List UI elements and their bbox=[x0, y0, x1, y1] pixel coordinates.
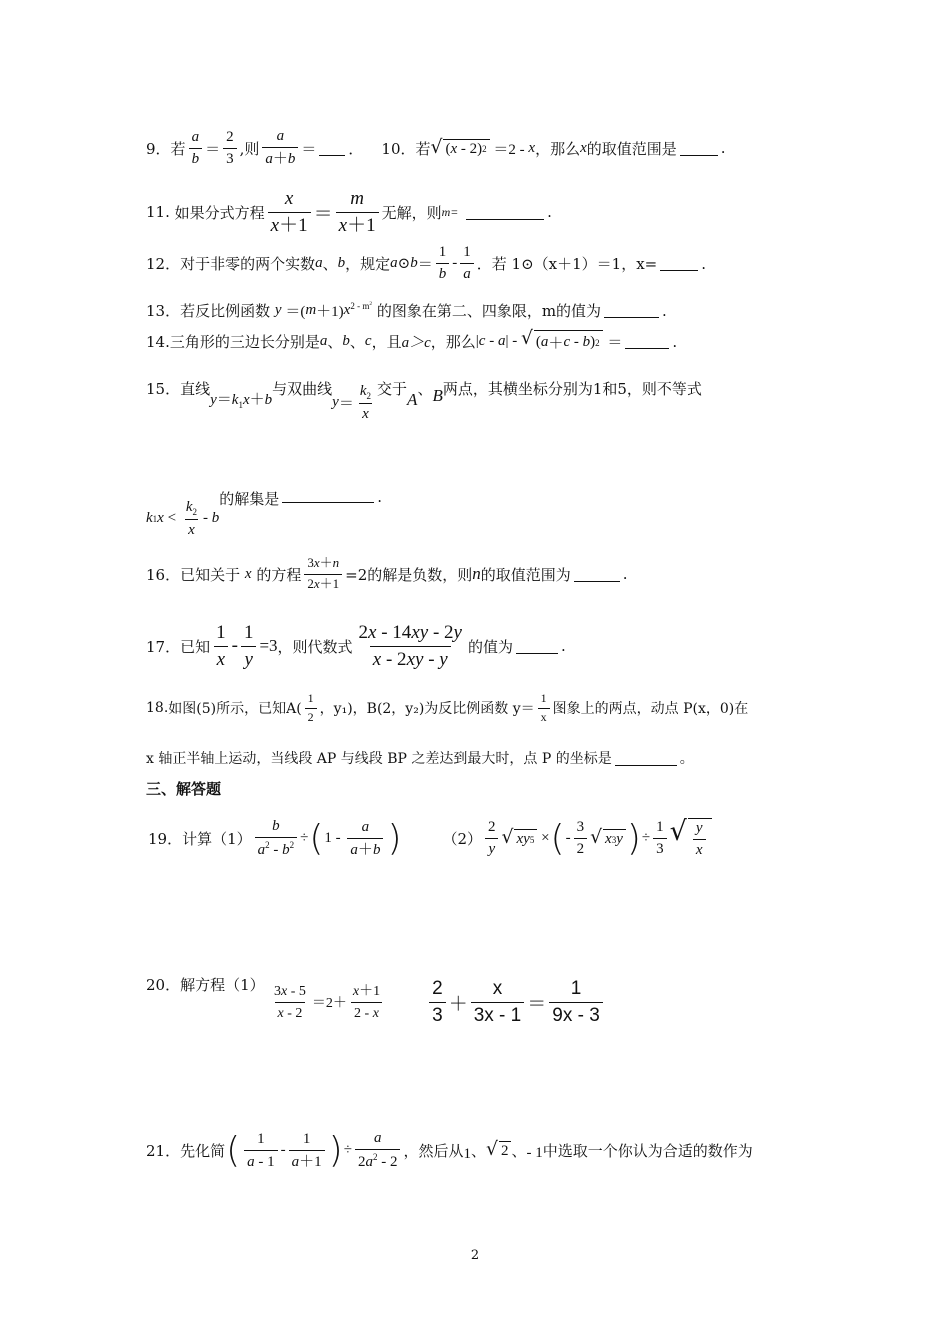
fraction-3x-plus-n-over-2x-plus-1: $\frac{3x+n}{2x+1}$ bbox=[304, 556, 342, 593]
sqrt-expression: √ ( x - 2) 2 bbox=[431, 139, 490, 158]
question-18-line-2: x 轴正半轴上运动，当线段 AP 与线段 BP 之差达到最大时，点 P 的坐标是 。 bbox=[146, 751, 694, 767]
fraction-k2-over-x: $\frac{k_2}{x}$ bbox=[359, 383, 372, 423]
fraction-2-over-3: $\frac{2}{3}$ bbox=[429, 978, 446, 1027]
question-14: 14. 三角形的三边长分别是 a 、 b 、 c ，且 a＞c ，那么 | c - a | - √ ( a ＋ c - b ) 2 ＝ . bbox=[146, 328, 678, 352]
sqrt-expression: √ x 3 y bbox=[590, 829, 626, 848]
section-heading: 三、解答题 bbox=[146, 780, 222, 798]
question-20-equations: $\frac{3x - 5}{x - 2}$ ＝2＋ $\frac{x+1}{2 - x}$ $\frac{2}{3}$ ＋ $\frac{x}{3x - 1}$ ＝ $\frac{1}{9x - 3}$ bbox=[268, 978, 606, 1027]
fraction-1-over-a-minus-1: $\frac{1}{a - 1}$ bbox=[244, 1131, 278, 1172]
fraction-x-over-3x-minus-1: $\frac{x}{3x - 1}$ bbox=[471, 978, 525, 1027]
answer-blank[interactable] bbox=[625, 334, 669, 349]
fraction-1-over-b: $\frac{1}{b}$ bbox=[436, 244, 450, 284]
answer-blank[interactable] bbox=[680, 141, 718, 156]
question-9-10: 9． 若 $\frac{a}{b}$ ＝ $\frac{2}{3}$ ,则 $\frac{a}{a+b}$ ＝ ． 10． 若 √ ( x - 2) 2 ＝2 - x ，那么 x 的取值范围是 . bbox=[146, 128, 726, 168]
answer-blank[interactable] bbox=[660, 256, 698, 271]
question-12: 12． 对于非零的两个实数 a 、 b ，规定 a ⊙ b ＝ $\frac{1}{b}$ - $\frac{1}{a}$ ．若 1⊙（x＋1）＝1，x= . bbox=[146, 244, 706, 283]
fraction-3x-minus-5-over-x-minus-2: $\frac{3x - 5}{x - 2}$ bbox=[274, 983, 306, 1021]
question-11: 11. 如果分式方程 $\frac{x}{x+1}$ ＝ $\frac{m}{x+1}$ 无解，则 m= . bbox=[146, 188, 552, 236]
answer-blank[interactable] bbox=[604, 303, 659, 318]
fraction-1-over-a: $\frac{1}{a}$ bbox=[460, 244, 474, 284]
fraction-algebraic-expression: $\frac{2x - 14xy - 2y}{x - 2xy - y}$ bbox=[358, 622, 462, 670]
fraction-b-over-a2-minus-b2: $\frac{b}{a^2 - b^2}$ bbox=[255, 818, 298, 860]
fraction-m-over-x-plus-1: $\frac{m}{x+1}$ bbox=[336, 188, 379, 237]
sqrt-expression: √ xy 5 bbox=[502, 829, 538, 848]
sqrt-expression: √ ( a ＋ c - b ) 2 bbox=[521, 330, 603, 353]
answer-blank[interactable] bbox=[319, 141, 345, 156]
fraction-1-over-x: $\frac{1}{x}$ bbox=[213, 622, 229, 671]
fraction-a-over-a-plus-b: $\frac{a}{a+b}$ bbox=[262, 128, 298, 169]
sqrt-expression: √ $\frac{y}{x}$ bbox=[670, 818, 712, 860]
fraction-1-over-y: $\frac{1}{y}$ bbox=[241, 622, 257, 671]
question-20: 20． 解方程（1） bbox=[146, 976, 265, 994]
question-18: 18. 如图(5)所示，已知A( $\frac{1}{2}$ ，y₁)，B(2，y₂)为反比例函数 y＝ $\frac{1}{x}$ 图象上的两点，动点 P(x，0)在 bbox=[146, 691, 749, 724]
fraction-1-over-x: $\frac{1}{x}$ bbox=[538, 692, 550, 725]
sqrt-expression: √ 2 bbox=[486, 1141, 511, 1160]
fraction-1-over-3: $\frac{1}{3}$ bbox=[653, 819, 667, 859]
answer-blank[interactable] bbox=[615, 751, 677, 766]
question-21: 21． 先化简 ( $\frac{1}{a - 1}$ - $\frac{1}{a+1}$ ) ÷ $\frac{a}{2a^2 - 2}$ ，然后从 1 、 √ 2 、 - 1 中选取一个你认为合适的数作为 bbox=[146, 1129, 753, 1171]
question-15-continued: k 1 x < $\frac{k_2}{x}$ - b 的解集是 . bbox=[146, 488, 383, 539]
fraction-3-over-2: $\frac{3}{2}$ bbox=[574, 819, 588, 859]
question-13: 13． 若反比例函数 y ＝( m ＋1) x $^{2 - m^2}$ 的图象在第二、四象限，m的值为 . bbox=[146, 300, 667, 320]
question-16: 16． 已知关于 x 的方程 $\frac{3x+n}{2x+1}$ =2的解是负数，则 n 的取值范围为 . bbox=[146, 555, 628, 591]
answer-blank[interactable] bbox=[516, 639, 558, 654]
fraction-x-over-x-plus-1: $\frac{x}{x+1}$ bbox=[268, 188, 311, 237]
question-19: 19． 计算（1） $\frac{b}{a^2 - b^2}$ ÷ ( 1 - $\frac{a}{a+b}$ ) （2） $\frac{2}{y}$ √ xy 5 × ( - $\frac{3}{2}$ √ x 3 y ) ÷ $\frac{1}{3}$ √ $\frac{y}{x}$ bbox=[148, 818, 712, 860]
fraction-2-over-y: $\frac{2}{y}$ bbox=[485, 819, 499, 859]
fraction-2-over-3: $\frac{2}{3}$ bbox=[223, 129, 237, 169]
fraction-a-over-a-plus-b: $\frac{a}{a+b}$ bbox=[347, 819, 383, 860]
fraction-1-over-9x-minus-3: $\frac{1}{9x - 3}$ bbox=[549, 978, 603, 1027]
fraction-a-over-b: $\frac{a}{b}$ bbox=[189, 129, 203, 169]
fraction-a-over-2a2-minus-2: $\frac{a}{2a^2 - 2}$ bbox=[355, 1130, 401, 1172]
question-15: 15． 直线 $y=k_1x+b$ 与双曲线 y ＝ $\frac{k_2}{x}$ 交于 A 、 B 两点，其横坐标分别为1和5，则不等式 bbox=[146, 380, 702, 423]
fraction-1-over-2: $\frac{1}{2}$ bbox=[305, 692, 317, 725]
fraction-x-plus-1-over-2-minus-x: $\frac{x+1}{2 - x}$ bbox=[352, 983, 381, 1021]
question-17: 17． 已知 $\frac{1}{x}$ - $\frac{1}{y}$ =3 ，则代数式 $\frac{2x - 14xy - 2y}{x - 2xy - y}$ 的值为 . bbox=[146, 622, 566, 670]
fraction-1-over-a-plus-1: $\frac{1}{a+1}$ bbox=[289, 1131, 325, 1172]
answer-blank[interactable] bbox=[466, 205, 544, 220]
fraction-k2-over-x: $\frac{k_2}{x}$ bbox=[185, 499, 197, 539]
answer-blank[interactable] bbox=[282, 488, 374, 503]
answer-blank[interactable] bbox=[574, 567, 620, 582]
page-number: 2 bbox=[470, 1248, 480, 1263]
